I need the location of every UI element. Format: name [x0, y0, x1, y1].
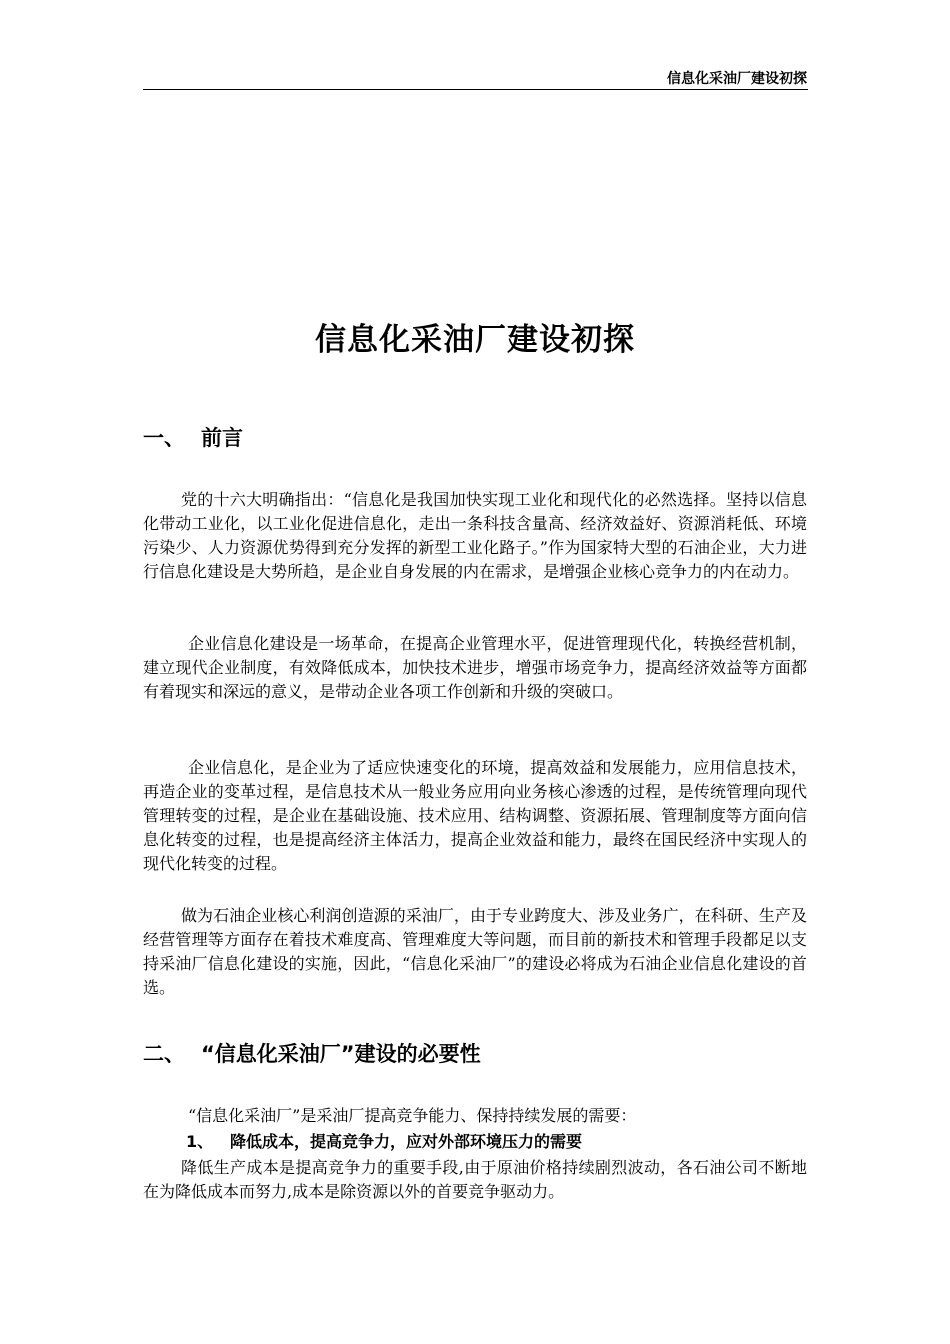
header-rule	[143, 89, 808, 90]
paragraph: 降低生产成本是提高竞争力的重要手段,由于原油价格持续剧烈波动，各石油公司不断地在为降低成本而努力,成本是除资源以外的首要竞争驱动力。	[143, 1158, 807, 1201]
section-title: 前言	[201, 426, 243, 450]
document-title: 信息化采油厂建设初探	[315, 322, 635, 358]
section-heading-1	[143, 423, 807, 453]
paragraph: 党的十六大明确指出：“信息化是我国加快实现工业化和现代化的必然选择。坚持以信息化带动工业化，以工业化促进信息化，走出一条科技含量高、经济效益好、资源消耗低、环境污染少、人力资源优势得到充分发挥的新型工业化路子。”作为国家特大型的石油企业，大力进行信息化建设是大势所趋，是企业自身发展的内在需求，是增强企业核心竞争力的内在动力。	[143, 490, 807, 581]
running-header: 信息化采油厂建设初探	[667, 71, 807, 87]
subsection-number: 1、	[186, 1132, 214, 1151]
subsection-heading-1	[186, 1130, 806, 1154]
paragraph: 企业信息化，是企业为了适应快速变化的环境，提高效益和发展能力，应用信息技术，再造企业的变革过程，是信息技术从一般业务应用向业务核心渗透的过程，是传统管理向现代管理转变的过程，是企业在基础设施、技术应用、结构调整、资源拓展、管理制度等方面向信息化转变的过程，也是提高经济主体活力，提高企业效益和能力，最终在国民经济中实现人的现代化转变的过程。	[143, 758, 807, 873]
paragraph: 做为石油企业核心利润创造源的采油厂，由于专业跨度大、涉及业务广，在科研、生产及经营管理等方面存在着技术难度高、管理难度大等问题，而目前的新技术和管理手段都足以支持采油厂信息化建设的实施，因此，“信息化采油厂”的建设必将成为石油企业信息化建设的首选。	[143, 906, 807, 997]
section-title: “信息化采油厂”建设的必要性	[201, 1042, 481, 1066]
section-number: 二、	[143, 1042, 185, 1066]
section-intro: “信息化采油厂”是采油厂提高竞争能力、保持持续发展的需要：	[188, 1106, 637, 1125]
section-number: 一、	[143, 426, 185, 450]
paragraph: 企业信息化建设是一场革命，在提高企业管理水平，促进管理现代化，转换经营机制，建立现代企业制度，有效降低成本，加快技术进步，增强市场竞争力，提高经济效益等方面都有着现实和深远的意义，是带动企业各项工作创新和升级的突破口。	[143, 634, 807, 701]
subsection-title: 降低成本，提高竞争力，应对外部环境压力的需要	[230, 1132, 583, 1151]
section-heading-2	[143, 1039, 807, 1069]
